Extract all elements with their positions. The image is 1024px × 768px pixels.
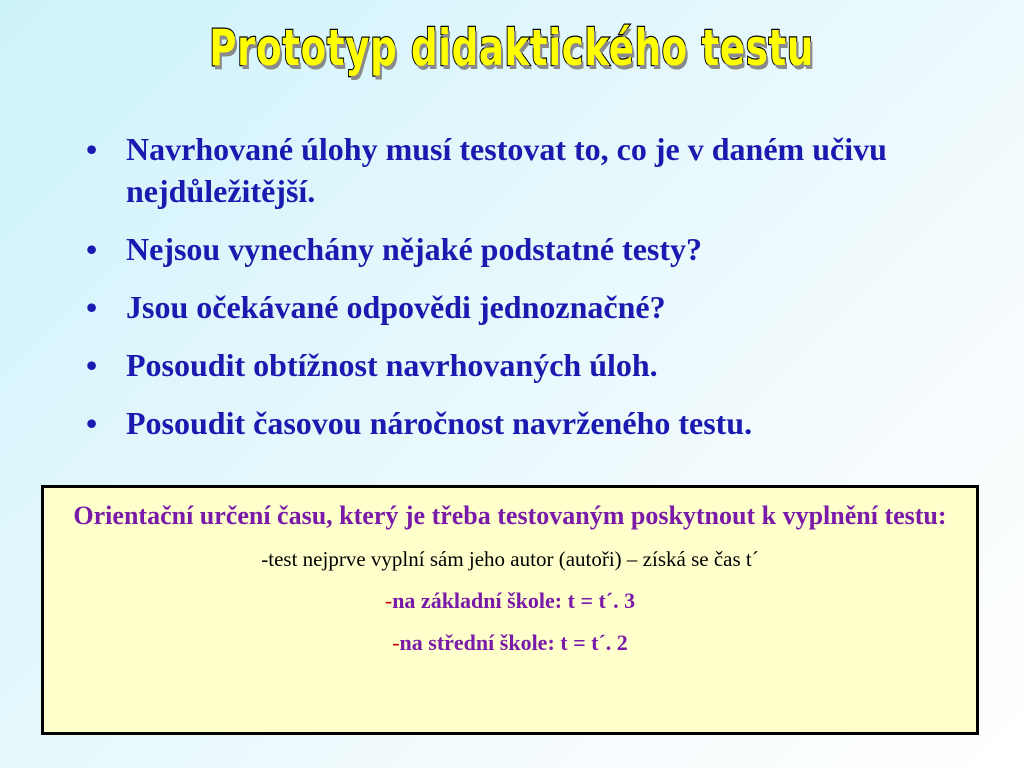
bullet-text: Posoudit obtížnost navrhovaných úloh. [126, 347, 658, 383]
secondary-school-text: na střední škole: t = t´. 2 [399, 630, 628, 655]
primary-school-text: na základní škole: t = t´. 3 [392, 588, 636, 613]
time-estimate-box [41, 485, 979, 735]
bullet-dot: • [86, 405, 98, 441]
bullet-text: Posoudit časovou náročnost navrženého testu. [126, 405, 753, 441]
bullet-dot: • [86, 289, 98, 325]
bullet-list [86, 128, 966, 460]
box-heading: Orientační určení času, který je třeba testovaným poskytnout k vyplnění testu: [73, 501, 947, 530]
title-container [0, 18, 1024, 78]
box-line-primary-school [44, 587, 976, 615]
bullet-dot: • [86, 131, 98, 167]
box-line-author: -test nejprve vyplní sám jeho autor (autoři) – získá se čas t´ [261, 547, 759, 571]
bullet-text: Navrhované úlohy musí testovat to, co je v daném učivu nejdůležitější. [126, 131, 887, 209]
bullet-item [86, 228, 966, 270]
bullet-item [86, 286, 966, 328]
bullet-text: Nejsou vynechány nějaké podstatné testy? [126, 231, 702, 267]
bullet-item [86, 128, 966, 212]
box-line-secondary-school [44, 629, 976, 657]
slide-title: Prototyp didaktického testu [209, 19, 815, 77]
dash-mark: - [384, 588, 393, 613]
bullet-dot: • [86, 231, 98, 267]
bullet-dot: • [86, 347, 98, 383]
bullet-item [86, 344, 966, 386]
bullet-item [86, 402, 966, 444]
dash-mark: - [392, 630, 400, 655]
bullet-text: Jsou očekávané odpovědi jednoznačné? [126, 289, 666, 325]
